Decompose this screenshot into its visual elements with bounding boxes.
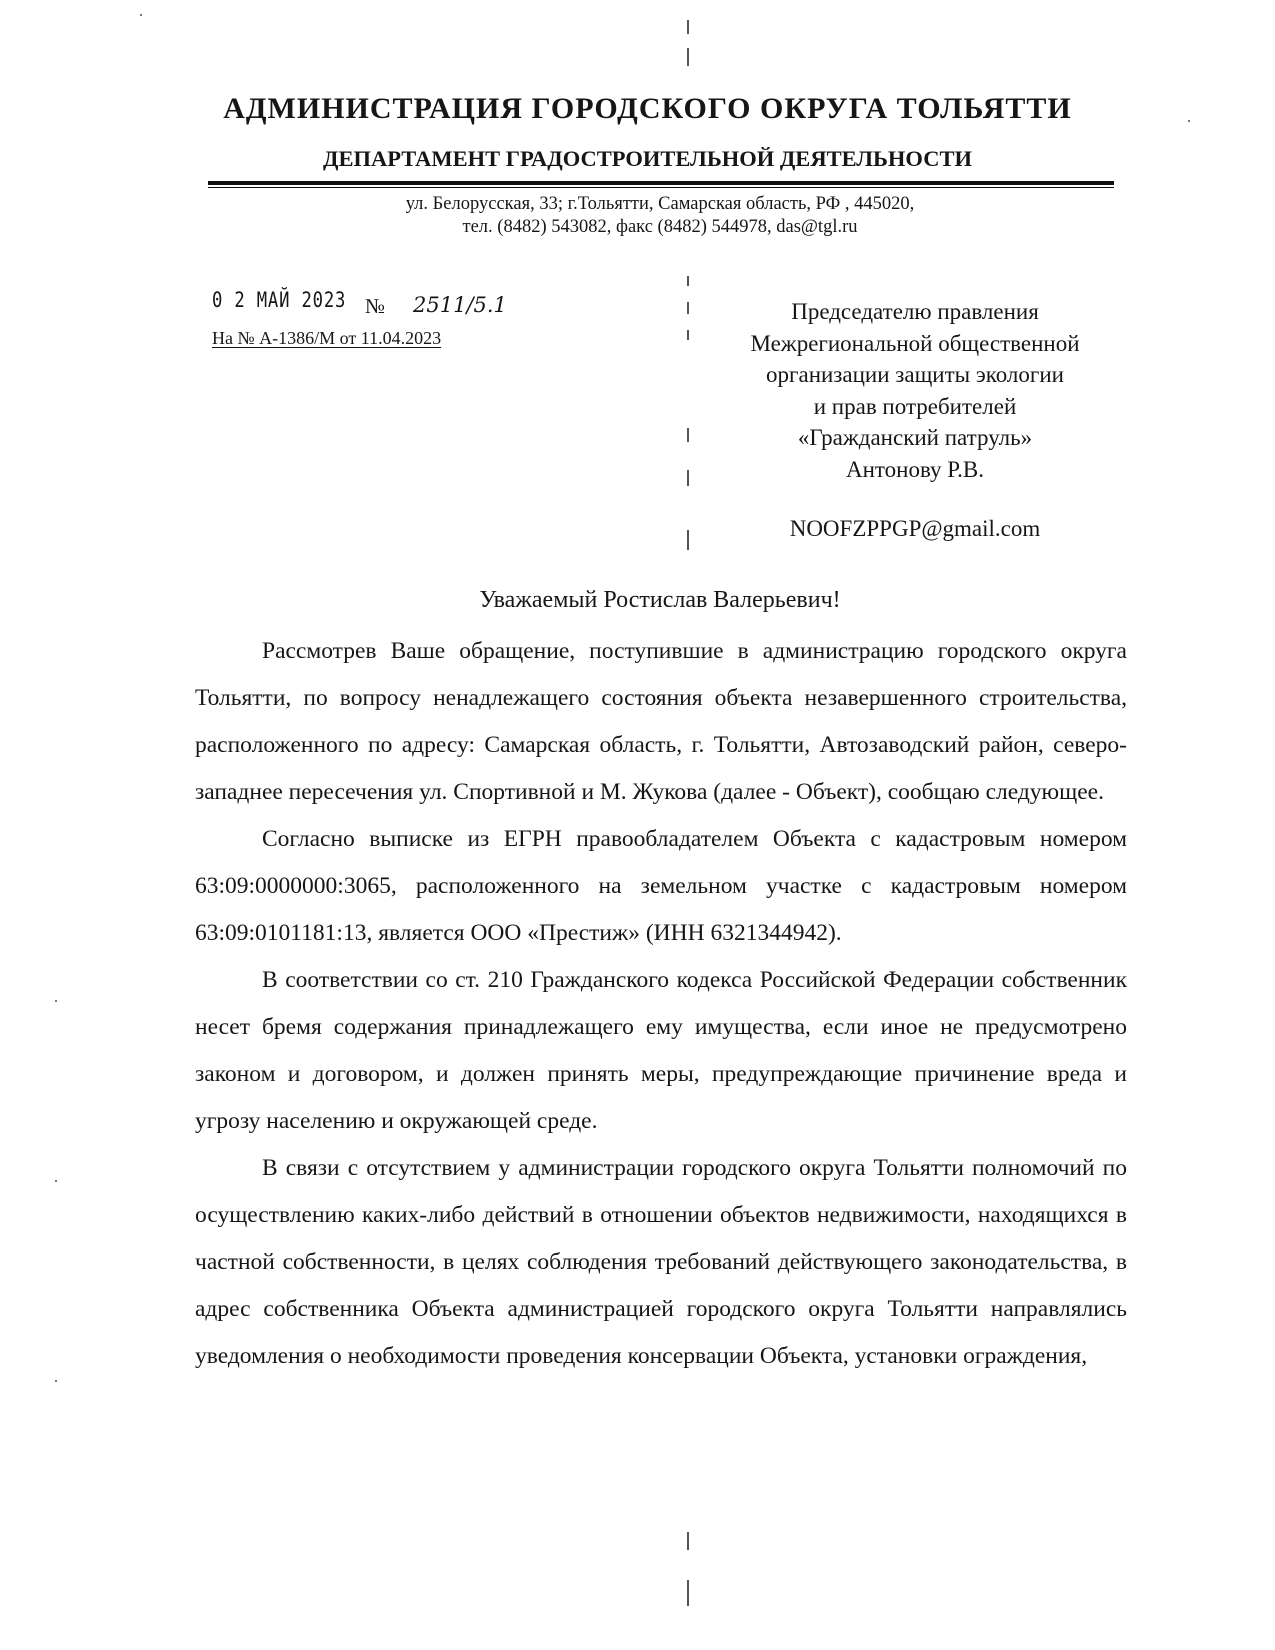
addressee-line: и прав потребителей xyxy=(813,393,1017,419)
registration-date-stamp: 0 2 МАЙ 2023 xyxy=(212,288,347,312)
body-paragraph: Согласно выписке из ЕГРН правообладателем Объекта с кадастровым номером 63:09:0000000:3065, расположенного на земельном участке с кадастровым номером 63:09:0101181:13, является ООО «Престиж» (ИНН 6321344942). xyxy=(195,826,1127,946)
contacts-line: тел. (8482) 543082, факс (8482) 544978, das@tgl.ru xyxy=(462,217,858,237)
scan-mark xyxy=(687,428,689,442)
scan-mark xyxy=(687,1580,689,1606)
body-paragraph: В соответствии со ст. 210 Гражданского кодекса Российской Федерации собственник несет бремя содержания принадлежащего ему имущества, если иное не предусмотрено законом и договором, и должен принять меры, предупреждающие причинение вреда и угрозу населению и окружающей среде. xyxy=(195,967,1127,1134)
header-rule-thick xyxy=(208,181,1114,185)
scan-mark xyxy=(687,48,689,66)
registration-number-handwritten: 2511/5.1 xyxy=(413,293,507,317)
department-address xyxy=(205,193,1115,239)
addressee-line: «Гражданский патруль» xyxy=(797,425,1033,450)
scan-mark xyxy=(687,470,689,486)
registration-number-label: № xyxy=(365,294,386,318)
scan-speck xyxy=(55,1000,57,1002)
scan-mark xyxy=(687,530,689,550)
greeting: Уважаемый Ростислав Валерьевич! xyxy=(479,587,841,613)
organization-title: АДМИНИСТРАЦИЯ ГОРОДСКОГО ОКРУГА ТОЛЬЯТТИ xyxy=(223,92,1072,125)
addressee-line: Антонову Р.В. xyxy=(845,456,985,482)
scan-speck xyxy=(55,1180,57,1182)
addressee-email: NOOFZPPGP@gmail.com xyxy=(789,516,1041,541)
letter-body xyxy=(195,628,1127,1380)
address-line: ул. Белорусская, 33; г.Тольятти, Самарская область, РФ , 445020, xyxy=(405,194,915,214)
addressee-line: организации защиты экологии xyxy=(766,362,1064,387)
scan-mark xyxy=(687,20,689,34)
scan-mark xyxy=(687,330,689,340)
addressee-line: Председателю правления xyxy=(791,299,1039,324)
body-paragraph: Рассмотрев Ваше обращение, поступившие в администрацию городского округа Тольятти, по вопросу ненадлежащего состояния объекта незавершенного строительства, расположенного по адресу: Самарская область, г. Тольятти, Автозаводский район, северо-западнее пересечения ул. Спортивной и М. Жукова (далее - Объект), сообщаю следующее. xyxy=(195,638,1127,805)
scan-speck xyxy=(140,14,142,16)
reference-line: На № А-1386/М от 11.04.2023 xyxy=(212,328,442,348)
header-rule-thin xyxy=(208,187,1114,188)
addressee-block xyxy=(700,296,1130,485)
scan-mark xyxy=(687,1532,689,1550)
scan-speck xyxy=(55,1380,57,1382)
addressee-line: Межрегиональной общественной xyxy=(750,330,1080,356)
department-title: ДЕПАРТАМЕНТ ГРАДОСТРОИТЕЛЬНОЙ ДЕЯТЕЛЬНОСТИ xyxy=(323,146,972,171)
scan-mark xyxy=(687,276,689,286)
scan-speck xyxy=(1188,120,1190,122)
scan-mark xyxy=(687,302,689,314)
body-paragraph: В связи с отсутствием у администрации городского округа Тольятти полномочий по осуществлению каких-либо действий в отношении объектов недвижимости, находящихся в частной собственности, в целях соблюдения требований действующего законодательства, в адрес собственника Объекта администрацией городского округа Тольятти направлялись уведомления о необходимости проведения консервации Объекта, установки ограждения, xyxy=(195,1155,1127,1369)
